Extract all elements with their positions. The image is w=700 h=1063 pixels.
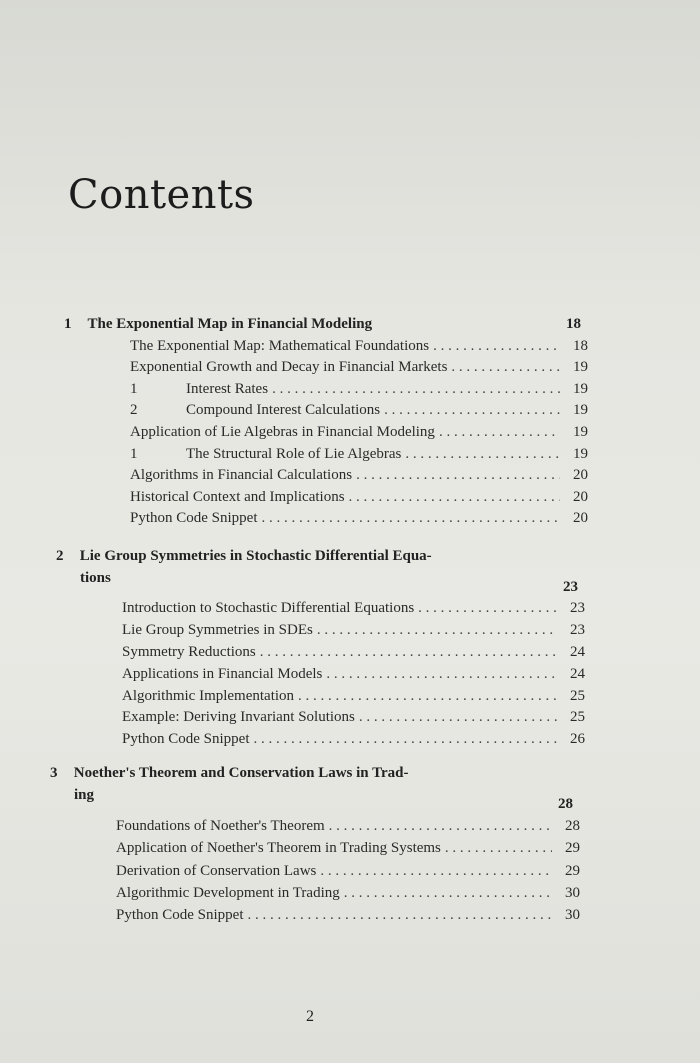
entry-page-number: 25 [570, 709, 585, 726]
chapter-number: 3 [50, 765, 58, 781]
entry-page-number: 19 [573, 402, 588, 419]
leader-dots [429, 335, 560, 357]
entry-page-number: 29 [565, 840, 580, 857]
entry-title: Symmetry Reductions [122, 643, 256, 660]
leader-dots [268, 378, 560, 400]
entry-title: The Structural Role of Lie Algebras [186, 445, 402, 462]
page-title: Contents [68, 172, 255, 218]
toc-entry[interactable] [122, 597, 585, 619]
leader-dots [355, 706, 557, 728]
entry-title: Applications in Financial Models [122, 665, 323, 682]
entry-page-number: 23 [570, 622, 585, 639]
chapter-title: The Exponential Map in Financial Modeling [84, 316, 373, 332]
leader-dots [340, 882, 552, 904]
toc-entry[interactable] [130, 464, 588, 486]
leader-dots [316, 860, 552, 882]
page-number: 2 [306, 1008, 314, 1025]
toc-entry[interactable] [130, 356, 588, 378]
leader-dots [294, 685, 557, 707]
leader-dots [401, 443, 560, 465]
entry-page-number: 19 [573, 380, 588, 397]
leader-dots [345, 486, 560, 508]
entry-title: Example: Deriving Invariant Solutions [122, 709, 355, 726]
leader-dots [325, 815, 552, 837]
chapter-title-line[interactable]: tions [80, 569, 111, 586]
toc-entry[interactable] [130, 378, 588, 400]
toc-entry[interactable] [122, 728, 585, 750]
toc-entry[interactable] [122, 685, 585, 707]
chapter-title: Noether's Theorem and Conservation Laws in Trad- [70, 765, 409, 781]
leader-dots [352, 464, 560, 486]
entry-page-number: 20 [573, 488, 588, 505]
toc-entry[interactable] [116, 882, 580, 904]
chapter-title-line[interactable]: ing [74, 787, 95, 804]
entry-title: Lie Group Symmetries in SDEs [122, 622, 313, 639]
leader-dots [441, 837, 552, 859]
toc-entry[interactable] [130, 399, 588, 421]
entry-title: Python Code Snippet [130, 510, 258, 527]
toc-entry[interactable] [122, 641, 585, 663]
leader-dots [250, 728, 557, 750]
chapter-title-line[interactable] [50, 762, 409, 784]
entry-page-number: 25 [570, 687, 585, 704]
chapter-number: 1 [64, 316, 72, 332]
entry-number: 1 [130, 380, 138, 397]
entry-number: 2 [130, 402, 138, 419]
leader-dots [244, 904, 552, 926]
toc-entry[interactable] [122, 706, 585, 728]
entry-page-number: 24 [570, 665, 585, 682]
toc-entry[interactable] [116, 860, 580, 882]
leader-dots [313, 619, 557, 641]
chapter-page-number: 28 [558, 796, 573, 813]
entry-title: Application of Lie Algebras in Financial Modeling [130, 424, 435, 440]
chapter-page-number: 23 [563, 578, 578, 595]
entry-page-number: 30 [565, 884, 580, 901]
leader-dots [258, 507, 560, 529]
leader-dots [322, 663, 557, 685]
toc-entry[interactable] [122, 663, 585, 685]
entry-title: Interest Rates [186, 380, 269, 397]
entry-title: Python Code Snippet [116, 907, 244, 924]
toc-entry[interactable] [130, 443, 588, 465]
chapter-number: 2 [56, 548, 64, 564]
entry-page-number: 29 [565, 862, 580, 879]
entry-page-number: 26 [570, 731, 585, 748]
chapter-page-number: 18 [566, 316, 581, 332]
chapter-title: Lie Group Symmetries in Stochastic Differential Equa- [76, 548, 432, 564]
entry-page-number: 24 [570, 643, 585, 660]
entry-page-number: 20 [573, 467, 588, 484]
entry-title: Compound Interest Calculations [186, 402, 381, 419]
entry-title: The Exponential Map: Mathematical Foundations [130, 337, 430, 354]
entry-title: Introduction to Stochastic Differential Equations [122, 600, 415, 617]
chapter-title-line[interactable] [56, 545, 432, 567]
toc-entry[interactable] [130, 507, 588, 529]
entry-title: Application of Noether's Theorem in Trading Systems [116, 840, 441, 857]
entry-title: Algorithms in Financial Calculations [130, 467, 353, 484]
toc-entry[interactable] [130, 421, 588, 443]
toc-entry[interactable] [116, 815, 580, 837]
entry-title: Derivation of Conservation Laws [116, 862, 317, 879]
entry-title: Algorithmic Development in Trading [116, 884, 340, 901]
entry-page-number: 28 [565, 818, 580, 835]
entry-page-number: 19 [573, 359, 588, 376]
toc-entry[interactable] [130, 335, 588, 357]
entry-title: Exponential Growth and Decay in Financial Markets [130, 359, 448, 376]
entry-number: 1 [130, 445, 138, 462]
entry-title: Foundations of Noether's Theorem [116, 818, 325, 835]
entry-title: Algorithmic Implementation [122, 687, 295, 704]
entry-page-number: 19 [573, 424, 588, 440]
entry-page-number: 18 [573, 337, 588, 354]
toc-entry[interactable] [116, 837, 580, 859]
entry-page-number: 30 [565, 907, 580, 924]
toc-entry[interactable] [122, 619, 585, 641]
toc-entry[interactable] [116, 904, 580, 926]
entry-page-number: 20 [573, 510, 588, 527]
toc-entry[interactable] [130, 486, 588, 508]
leader-dots [447, 356, 560, 378]
chapter-title-line[interactable] [64, 313, 372, 335]
leader-dots [435, 421, 560, 443]
entry-title: Python Code Snippet [122, 731, 250, 748]
leader-dots [414, 597, 557, 619]
entry-page-number: 23 [570, 600, 585, 617]
entry-page-number: 19 [573, 445, 588, 462]
leader-dots [256, 641, 557, 663]
leader-dots [380, 399, 560, 421]
entry-title: Historical Context and Implications [130, 488, 345, 505]
